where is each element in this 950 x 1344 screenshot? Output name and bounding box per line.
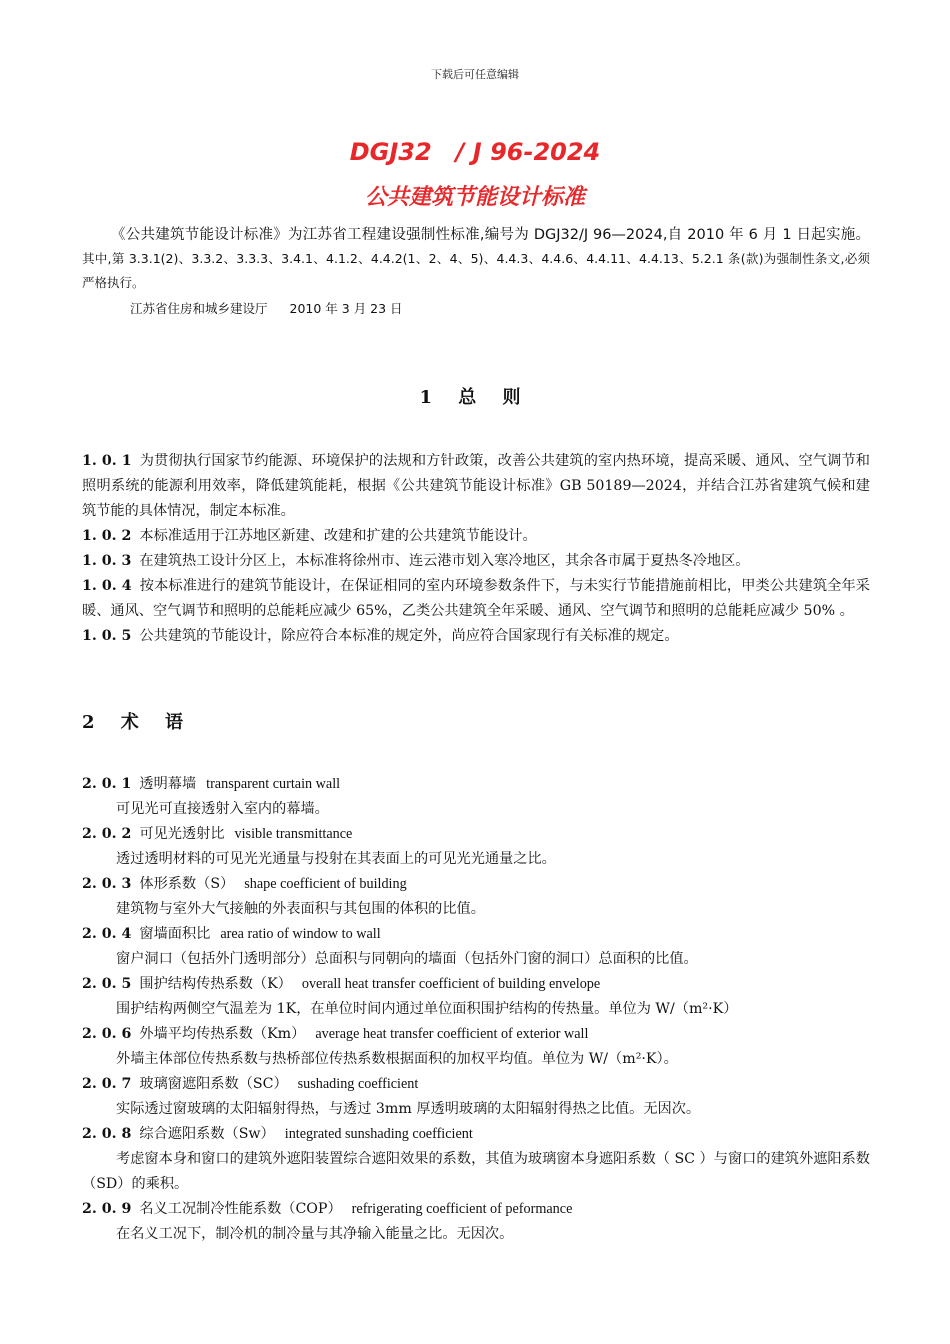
terms-list (82, 772, 870, 1247)
term-heading (82, 1072, 870, 1097)
clause-text: 公共建筑的节能设计，除应符合本标准的规定外，尚应符合国家现行有关标准的规定。 (139, 628, 679, 644)
term-chinese: 可见光透射比 (139, 826, 225, 842)
clause (82, 524, 870, 549)
term-heading (82, 1197, 870, 1222)
document-title: 公共建筑节能设计标准 (364, 185, 585, 210)
clause-text: 按本标准进行的建筑节能设计，在保证相同的室内环境参数条件下，与未实行节能措施前相比，甲类公共建筑全年采暖、通风、空气调节和照明的总能耗应减少 65%，乙类公共建筑全年采暖、通风、空气调节和照明的总能耗应减少 50% 。 (82, 578, 870, 619)
term-heading (82, 772, 870, 797)
term-definition: 在名义工况下，制冷机的制冷量与其净输入能量之比。无因次。 (116, 1226, 514, 1242)
clause (82, 574, 870, 624)
issuing-organization: 江苏省住房和城乡建设厅 (130, 301, 268, 316)
term-definition: 透过透明材料的可见光光通量与投射在其表面上的可见光光通量之比。 (116, 851, 556, 867)
term-heading (82, 1022, 870, 1047)
clause-number: 1. 0. 4 (82, 578, 132, 594)
term-heading (82, 922, 870, 947)
term-chinese: 透明幕墙 (139, 776, 197, 792)
term-english: refrigerating coefficient of peformance (351, 1201, 573, 1217)
term-number: 2. 0. 5 (82, 976, 132, 992)
term-english: visible transmittance (234, 826, 353, 842)
clause-number: 1. 0. 1 (82, 453, 132, 469)
document-code: DGJ32 / J 96-2024 (349, 138, 601, 166)
term-chinese: 玻璃窗遮阳系数（SC） (139, 1076, 288, 1092)
clause-number: 1. 0. 5 (82, 628, 132, 644)
term-number: 2. 0. 3 (82, 876, 132, 892)
term-chinese: 外墙平均传热系数（Km） (139, 1026, 306, 1042)
term-definition: 外墙主体部位传热系数与热桥部位传热系数根据面积的加权平均值。单位为 W/（m²·K）。 (116, 1051, 678, 1067)
term-english: shape coefficient of building (244, 876, 407, 892)
chapter-1-heading: 1 总 则 (419, 387, 531, 408)
term-definition: 实际透过窗玻璃的太阳辐射得热，与透过 3mm 厚透明玻璃的太阳辐射得热之比值。无因次。 (116, 1101, 701, 1117)
clause-number: 1. 0. 2 (82, 528, 132, 544)
term-number: 2. 0. 2 (82, 826, 132, 842)
term-definition: 建筑物与室外大气接触的外表面积与其包围的体积的比值。 (116, 901, 485, 917)
term-english: average heat transfer coefficient of exterior wall (315, 1026, 589, 1042)
clause (82, 449, 870, 524)
term-number: 2. 0. 1 (82, 776, 132, 792)
clause-text: 为贯彻执行国家节约能源、环境保护的法规和方针政策，改善公共建筑的室内热环境，提高采暖、通风、空气调节和照明系统的能源利用效率，降低建筑能耗，根据《公共建筑节能设计标准》GB 50189—2024，并结合江苏省建筑气候和建筑节能的具体情况，制定本标准。 (82, 453, 870, 519)
term-chinese: 体形系数（S） (139, 876, 235, 892)
term-number: 2. 0. 4 (82, 926, 132, 942)
signature-line (130, 299, 425, 317)
term-english: integrated sunshading coefficient (284, 1126, 473, 1142)
announcement-main: 《公共建筑节能设计标准》为江苏省工程建设强制性标准,编号为 DGJ32/J 96—2024,自 2010 年 6 月 1 日起实施。 (111, 227, 870, 243)
clause (82, 624, 870, 649)
term-heading (82, 822, 870, 847)
clause (82, 549, 870, 574)
term-number: 2. 0. 8 (82, 1126, 132, 1142)
chapter-2-heading: 2 术 语 (82, 712, 194, 733)
term-chinese: 综合遮阳系数（Sw） (139, 1126, 275, 1142)
term-english: transparent curtain wall (206, 776, 341, 792)
term-chinese: 名义工况制冷性能系数（COP） (139, 1201, 342, 1217)
term-english: overall heat transfer coefficient of building envelope (301, 976, 601, 992)
term-number: 2. 0. 6 (82, 1026, 132, 1042)
announcement-paragraph (82, 223, 870, 295)
clause-text: 在建筑热工设计分区上，本标准将徐州市、连云港市划入寒冷地区，其余各市属于夏热冬冷地区。 (139, 553, 750, 569)
term-definition: 考虑窗本身和窗口的建筑外遮阳装置综合遮阳效果的系数，其值为玻璃窗本身遮阳系数（ SC ）与窗口的建筑外遮阳系数（SD）的乘积。 (82, 1151, 870, 1192)
term-heading (82, 972, 870, 997)
term-chinese: 围护结构传热系数（K） (139, 976, 292, 992)
term-definition: 围护结构两侧空气温差为 1K，在单位时间内通过单位面积围护结构的传热量。单位为 W/（m²·K） (116, 1001, 738, 1017)
term-definition: 窗户洞口（包括外门透明部分）总面积与同朝向的墙面（包括外门窗的洞口）总面积的比值。 (116, 951, 698, 967)
term-english: area ratio of window to wall (220, 926, 381, 942)
issue-date: 2010 年 3 月 23 日 (289, 301, 403, 316)
header-note: 下载后可任意编辑 (431, 68, 519, 81)
clause-number: 1. 0. 3 (82, 553, 132, 569)
clause-text: 本标准适用于江苏地区新建、改建和扩建的公共建筑节能设计。 (139, 528, 537, 544)
term-english: sushading coefficient (297, 1076, 419, 1092)
term-number: 2. 0. 9 (82, 1201, 132, 1217)
term-heading (82, 872, 870, 897)
term-heading (82, 1122, 870, 1147)
announcement-mandatory-clauses: 其中,第 3.3.1(2)、3.3.2、3.3.3、3.4.1、4.1.2、4.4.2(1、2、4、5)、4.4.3、4.4.6、4.4.11、4.4.13、5.2.1 条(款)为强制性条文,必须严格执行。 (82, 251, 870, 290)
term-number: 2. 0. 7 (82, 1076, 132, 1092)
term-chinese: 窗墙面积比 (139, 926, 211, 942)
term-definition: 可见光可直接透射入室内的幕墙。 (116, 801, 329, 817)
chapter-1-clauses (82, 449, 870, 649)
